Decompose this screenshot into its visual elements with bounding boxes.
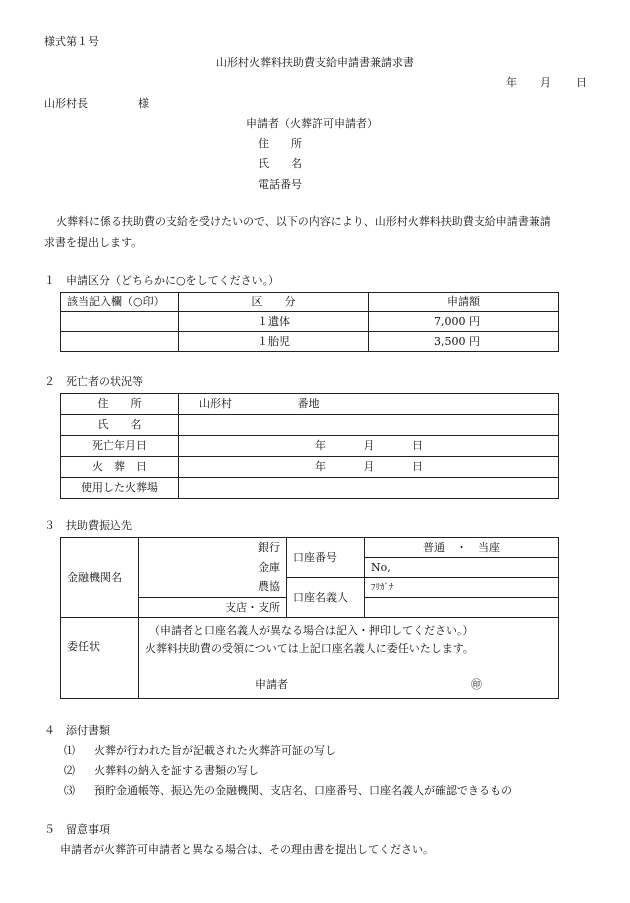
seal-mark: ㊞ — [471, 678, 482, 691]
column-header-category: 区 分 — [179, 293, 369, 312]
deceased-address-label: 住 所 — [61, 394, 179, 415]
table-row — [61, 478, 559, 499]
section5-text: 申請者が火葬許可申請者と異なる場合は、その理由書を提出してください。 — [60, 843, 434, 856]
section2-heading: ２ 死亡者の状況等 — [44, 375, 143, 388]
column-header-amount: 申請額 — [369, 293, 559, 312]
attachment-number: ⑴ — [64, 744, 75, 757]
branch-field[interactable]: 支店・支所 — [139, 598, 287, 618]
attachment-number: ⑵ — [64, 764, 75, 777]
addressee-name: 山形村長 — [44, 97, 88, 110]
page-title: 山形村火葬料扶助費支給申請書兼請求書 — [216, 56, 414, 69]
mark-cell-fetus[interactable] — [61, 332, 179, 352]
institution-label: 金融機関名 — [61, 538, 139, 618]
address-banchi: 番地 — [297, 397, 320, 410]
section3-heading: ３ 扶助費振込先 — [44, 519, 132, 532]
application-type-table — [60, 292, 559, 352]
amount-cell: 3,500 円 — [369, 332, 559, 352]
cremation-date-label: 火 葬 日 — [61, 457, 179, 478]
noukyo-option[interactable]: 農協 — [139, 578, 287, 598]
date-month-label: 月 — [540, 76, 551, 89]
table-row — [61, 436, 559, 457]
table-row — [61, 394, 559, 415]
account-type-options[interactable]: 普通 ・ 当座 — [365, 538, 559, 558]
furigana-field[interactable]: ﾌﾘｶﾞﾅ — [365, 578, 559, 598]
bank-transfer-table — [60, 537, 559, 699]
attachment-text: 火葬が行われた旨が記載された火葬許可証の写し — [94, 744, 336, 757]
table-row — [61, 538, 559, 558]
applicant-address-label: 住 所 — [258, 137, 302, 150]
year-label: 年 — [315, 439, 326, 452]
table-row — [61, 332, 559, 352]
delegation-cell — [139, 618, 559, 699]
date-year-label: 年 — [506, 76, 517, 89]
intro-line-2: 求書を提出します。 — [44, 236, 143, 249]
death-date-field[interactable] — [179, 436, 559, 457]
amount-cell: 7,000 円 — [369, 312, 559, 332]
delegation-text: 火葬料扶助費の受領については上記口座名義人に委任いたします。 — [145, 642, 474, 655]
intro-line-1: 火葬料に係る扶助費の支給を受けたいので、以下の内容により、山形村火葬料扶助費支給申請書兼請 — [56, 215, 551, 228]
attachment-number: ⑶ — [64, 784, 75, 797]
deceased-name-label: 氏 名 — [61, 415, 179, 436]
category-cell: １遺体 — [179, 312, 369, 332]
delegation-note: （申請者と口座名義人が異なる場合は記入・押印してください。） — [149, 624, 474, 637]
crematorium-label: 使用した火葬場 — [61, 478, 179, 499]
attachment-text: 火葬料の納入を証する書類の写し — [94, 764, 259, 777]
account-holder-label: 口座名義人 — [287, 578, 365, 618]
table-header-row — [61, 293, 559, 312]
attachment-text: 預貯金通帳等、振込先の金融機関、支店名、口座番号、口座名義人が確認できるもの — [94, 784, 512, 797]
form-number: 様式第１号 — [44, 35, 99, 48]
delegation-applicant-label: 申請者 — [255, 678, 288, 691]
deceased-address-field[interactable] — [179, 394, 559, 415]
death-date-label: 死亡年月日 — [61, 436, 179, 457]
account-holder-field[interactable] — [365, 598, 559, 618]
category-cell: １胎児 — [179, 332, 369, 352]
section5-heading: ５ 留意事項 — [44, 823, 110, 836]
account-number-field[interactable]: No, — [365, 558, 559, 578]
applicant-name-label: 氏 名 — [258, 157, 302, 170]
account-number-label: 口座番号 — [287, 538, 365, 578]
year-label: 年 — [315, 460, 326, 473]
section4-heading: ４ 添付書類 — [44, 724, 110, 737]
applicant-heading: 申請者（火葬許可申請者） — [246, 117, 378, 130]
shinkin-option[interactable]: 金庫 — [139, 558, 287, 578]
delegation-label: 委任状 — [61, 618, 139, 699]
applicant-phone-label: 電話番号 — [258, 178, 302, 191]
bank-option[interactable]: 銀行 — [139, 538, 287, 558]
day-label: 日 — [412, 460, 423, 473]
section1-heading: １ 申請区分（どちらかに○をしてください。） — [44, 274, 280, 287]
table-row — [61, 415, 559, 436]
date-day-label: 日 — [576, 76, 587, 89]
addressee-honorific: 様 — [138, 97, 149, 110]
column-header-mark: 該当記入欄（○印） — [61, 293, 179, 312]
day-label: 日 — [412, 439, 423, 452]
table-row — [61, 618, 559, 699]
deceased-name-field[interactable] — [179, 415, 559, 436]
table-row — [61, 457, 559, 478]
deceased-info-table — [60, 393, 559, 499]
mark-cell-body[interactable] — [61, 312, 179, 332]
crematorium-field[interactable] — [179, 478, 559, 499]
address-village: 山形村 — [199, 397, 232, 410]
cremation-date-field[interactable] — [179, 457, 559, 478]
month-label: 月 — [363, 439, 375, 452]
table-row — [61, 312, 559, 332]
month-label: 月 — [363, 460, 375, 473]
